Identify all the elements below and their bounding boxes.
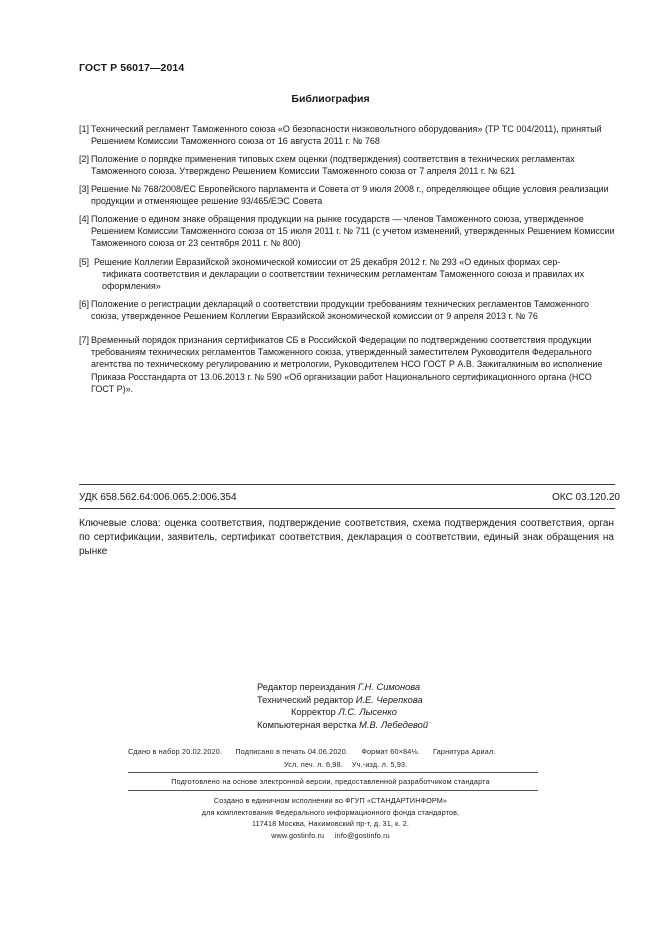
- credit-role: Редактор переиздания: [257, 682, 356, 692]
- credit-line: [257, 706, 428, 719]
- entry-number: [2]: [79, 154, 90, 164]
- entry-text: Решение № 768/2008/ЕС Европейского парламента и Совета от 9 июля 2008 г., определяющее общие условия реализации продукции и отменяющее решение 93/465/ЕЭС Совета: [91, 184, 609, 207]
- bibliography-entry: [79, 298, 615, 322]
- print-publisher-sheets: Уч.-изд. л. 5,93.: [351, 760, 408, 769]
- bibliography-entry: [79, 334, 615, 395]
- credit-role: Компьютерная верстка: [257, 719, 357, 730]
- entry-number: [5]: [79, 257, 90, 267]
- standard-number: ГОСТ Р 56017—2014: [79, 62, 185, 74]
- bibliography-title: Библиография: [291, 93, 370, 105]
- publisher-info: [0, 795, 661, 841]
- entry-text: Технический регламент Таможенного союза «О безопасности низковольтного оборудования» (ТР ТС 004/2011), принятый Решением Комиссии Таможенного союза от 16 августа 2011 г. № 768: [91, 124, 602, 147]
- entry-number: [4]: [79, 214, 90, 224]
- print-info-line: [284, 760, 407, 769]
- publisher-line: Создано в единичном исполнении во ФГУП «СТАНДАРТИНФОРМ»: [213, 796, 448, 805]
- credit-line: [257, 681, 428, 694]
- oks-code: ОКС 03.120.20: [552, 492, 620, 503]
- credit-role: Технический редактор: [257, 694, 354, 705]
- udc-code: УДК 658.562.64:006.065.2:006.354: [79, 492, 237, 503]
- entry-number: [1]: [79, 124, 90, 134]
- entry-number: [3]: [79, 184, 90, 194]
- entry-number: [6]: [79, 299, 90, 309]
- entry-number: [7]: [79, 335, 90, 345]
- entry-text: Положение о едином знаке обращения продукции на рынке государств — членов Таможенного союза, утвержденное Решением Комиссии Таможенного союза от 15 июля 2011 г. № 711 (с учетом изменений, утвержденных Решением Комиссии Таможенного союза от 23 сентября 2011 г. № 800): [91, 214, 615, 249]
- prepared-note: Подготовлено на основе электронной версии, предоставленной разработчиком стандарта: [171, 777, 490, 786]
- entry-text-continuation: тификата соответствия и декларации о соответствии техническим регламентам Таможенного союза и правилах их оформления»: [102, 269, 585, 292]
- credit-name: М.В. Лебедевой: [359, 719, 429, 730]
- bibliography-entry: [79, 183, 615, 207]
- entry-text: Положение о регистрации деклараций о соответствии продукции требованиям технических регламентов Таможенного союза, утвержденное Решением Коллегии Евразийской экономической комиссии от 9 апреля 2013 г. № 76: [91, 299, 589, 322]
- credit-line: [257, 719, 428, 732]
- divider: [79, 484, 615, 485]
- publisher-line: для комплектования Федерального информационного фонда стандартов,: [201, 807, 460, 817]
- entry-text: [79, 256, 615, 293]
- credit-role: Корректор: [291, 707, 336, 717]
- print-signed: Подписано в печать 04.06.2020.: [235, 747, 349, 756]
- credit-name: Л.С. Лысенко: [338, 707, 397, 717]
- print-submitted: Сдано в набор 20.02.2020.: [128, 747, 223, 756]
- bibliography-entry: [79, 153, 615, 177]
- divider: [79, 508, 615, 509]
- credit-line: [257, 694, 428, 707]
- print-printed-sheets: Усл. печ. л. 6,98.: [284, 760, 344, 769]
- publisher-line: 117418 Москва, Нахимовский пр-т, д. 31, к. 2.: [251, 819, 410, 828]
- divider: [128, 790, 538, 791]
- keywords: Ключевые слова: оценка соответствия, подтверждение соответствия, схема подтверждения соответствия, орган по сертификации, заявитель, сертификат соответствия, декларация о соответствии, единый знак обращения на рынке: [79, 518, 614, 557]
- publisher-contacts: www.gostinfo.ru info@gostinfo.ru: [271, 830, 390, 840]
- credit-name: И.Е. Черепкова: [355, 694, 423, 705]
- divider: [128, 772, 538, 773]
- entry-text: Положение о порядке применения типовых схем оценки (подтверждения) соответствия в технических регламентах Таможенного союза. Утверждено Решением Комиссии Таможенного союза от 7 апреля 2011 г. № 621: [91, 154, 575, 177]
- print-format: Формат 60×84⅛.: [361, 747, 420, 756]
- bibliography-entry: [79, 123, 615, 147]
- credits-block: [257, 681, 428, 731]
- print-font: Гарнитура Ариал.: [433, 747, 496, 756]
- credit-name: Г.Н. Симонова: [357, 682, 421, 692]
- bibliography-entry: [79, 256, 615, 293]
- bibliography-entry: [79, 213, 615, 250]
- print-info-line: [128, 747, 496, 756]
- entry-text: Временный порядок признания сертификатов СБ в Российской Федерации по подтверждению соответствия продукции требованиям технических регламентов Таможенного союза, утвержденный заместителем Руководителя Федерального агентства по техническому регулированию и метрологии, Руководителем НСО ГОСТ Р А.В. Зажигалкиным во исполнение Приказа Росстандарта от 13.06.2013 г. № 590 «Об организации работ Национального сертификационного органа (НСО ГОСТ Р)».: [91, 335, 603, 394]
- entry-text-first-line: Решение Коллегии Евразийской экономической комиссии от 25 декабря 2012 г. № 293 «О единых формах сер-: [94, 257, 561, 267]
